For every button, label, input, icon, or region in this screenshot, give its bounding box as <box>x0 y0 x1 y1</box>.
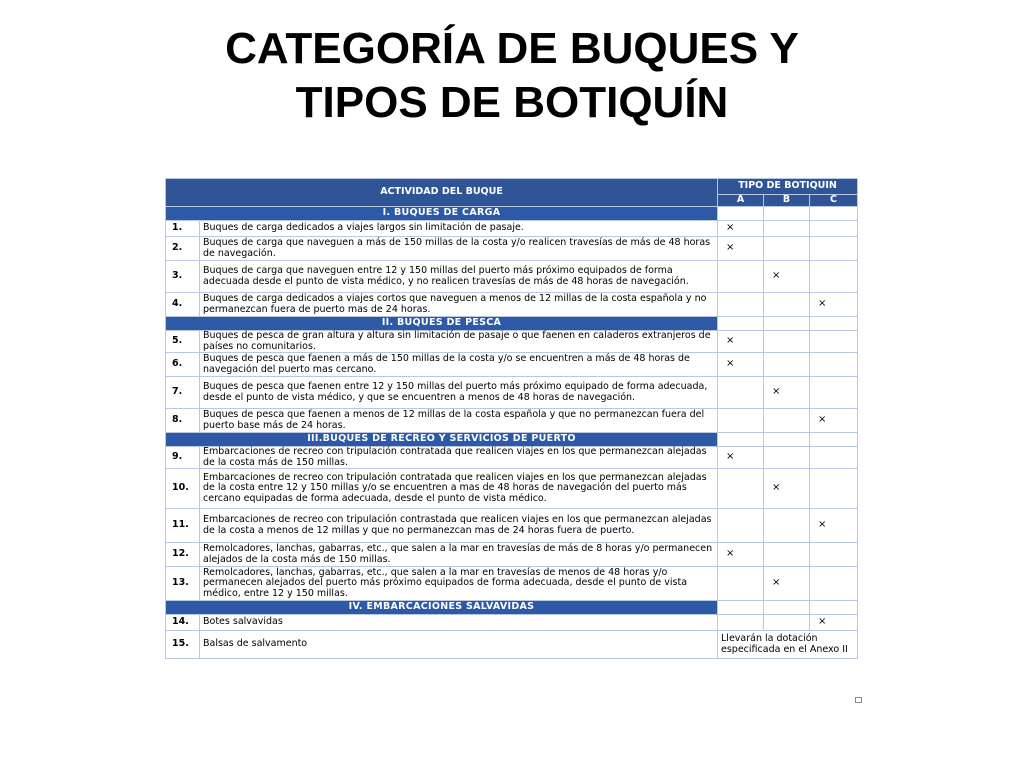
row-number: 6. <box>166 353 200 377</box>
kit-cell-c <box>810 237 858 261</box>
section-empty-cell <box>718 601 764 615</box>
corner-marker <box>855 697 862 703</box>
section-empty-cell <box>810 207 858 221</box>
table-row <box>166 261 858 293</box>
row-description: Buques de pesca que faenen a más de 150 millas de la costa y/o se encuentren a más de 48 horas de navegación del puerto mas cercano. <box>200 353 718 377</box>
table-row <box>166 331 858 353</box>
header-kit-type: TIPO DE BOTIQUIN <box>718 179 858 195</box>
slide-title-line-2: TIPOS DE BOTIQUÍN <box>295 78 729 127</box>
kit-cell-c <box>810 377 858 409</box>
kit-cell-c <box>810 353 858 377</box>
table-row <box>166 353 858 377</box>
row-number: 14. <box>166 615 200 631</box>
section-title: IV. EMBARCACIONES SALVAVIDAS <box>166 601 718 615</box>
kit-cell-c <box>810 543 858 567</box>
header-type-a: A <box>718 195 764 207</box>
section-empty-cell <box>764 317 810 331</box>
kit-mark-b: × <box>764 261 810 293</box>
kit-mark-c: × <box>810 509 858 543</box>
kit-cell-b <box>764 221 810 237</box>
kit-cell-a <box>718 261 764 293</box>
section-empty-cell <box>718 433 764 447</box>
kit-cell-c <box>810 261 858 293</box>
header-type-c: C <box>810 195 858 207</box>
kit-mark-a: × <box>718 353 764 377</box>
kit-cell-a <box>718 377 764 409</box>
row-description: Balsas de salvamento <box>200 631 718 659</box>
row-description: Buques de carga dedicados a viajes cortos que naveguen a menos de 12 millas de la costa española y no permanezcan fuera de puerto mas de 24 horas. <box>200 293 718 317</box>
row-number: 7. <box>166 377 200 409</box>
row-number: 12. <box>166 543 200 567</box>
header-type-b: B <box>764 195 810 207</box>
kit-cell-b <box>764 293 810 317</box>
kit-cell-b <box>764 509 810 543</box>
section-title: III.BUQUES DE RECREO Y SERVICIOS DE PUERTO <box>166 433 718 447</box>
section-title: I. BUQUES DE CARGA <box>166 207 718 221</box>
section-empty-cell <box>810 433 858 447</box>
kit-cell-a <box>718 615 764 631</box>
kit-cell-b <box>764 447 810 469</box>
section-title: II. BUQUES DE PESCA <box>166 317 718 331</box>
row-description: Remolcadores, lanchas, gabarras, etc., que salen a la mar en travesías de menos de 48 horas y/o permanecen alejados del puerto más próximo equipados de forma adecuada, desde el punto de vista médico, entre 12 y 150 millas. <box>200 567 718 601</box>
kit-cell-c <box>810 221 858 237</box>
table-row <box>166 543 858 567</box>
kit-cell-b <box>764 237 810 261</box>
table-row <box>166 567 858 601</box>
header-activity: ACTIVIDAD DEL BUQUE <box>166 179 718 207</box>
slide-title-line-1: CATEGORÍA DE BUQUES Y <box>225 24 799 73</box>
kit-cell-a <box>718 409 764 433</box>
kit-mark-a: × <box>718 543 764 567</box>
table-row <box>166 377 858 409</box>
row-description: Botes salvavidas <box>200 615 718 631</box>
row-number: 10. <box>166 469 200 509</box>
slide-title <box>0 22 1024 130</box>
kit-mark-a: × <box>718 221 764 237</box>
row-number: 15. <box>166 631 200 659</box>
kit-cell-c <box>810 469 858 509</box>
kit-cell-c <box>810 331 858 353</box>
section-empty-cell <box>764 207 810 221</box>
kit-cell-b <box>764 353 810 377</box>
vessel-category-table <box>165 178 858 659</box>
row-number: 13. <box>166 567 200 601</box>
row-description: Remolcadores, lanchas, gabarras, etc., que salen a la mar en travesías de más de 8 horas y/o permanecen alejados de la costa más de 150 millas. <box>200 543 718 567</box>
kit-cell-b <box>764 331 810 353</box>
kit-cell-c <box>810 447 858 469</box>
table-row <box>166 615 858 631</box>
table-row <box>166 293 858 317</box>
kit-mark-c: × <box>810 409 858 433</box>
kit-cell-b <box>764 615 810 631</box>
table-row <box>166 447 858 469</box>
row-description: Buques de pesca que faenen a menos de 12 millas de la costa española y que no permanezcan fuera del puerto base más de 24 horas. <box>200 409 718 433</box>
kit-cell-c <box>810 567 858 601</box>
table-row <box>166 509 858 543</box>
table-row <box>166 469 858 509</box>
section-empty-cell <box>764 433 810 447</box>
row-number: 5. <box>166 331 200 353</box>
kit-cell-a <box>718 567 764 601</box>
section-empty-cell <box>718 207 764 221</box>
row-number: 4. <box>166 293 200 317</box>
row-number: 9. <box>166 447 200 469</box>
row-description: Buques de pesca de gran altura y altura sin limitación de pasaje o que faenen en caladeros extranjeros de países no comunitarios. <box>200 331 718 353</box>
kit-cell-a <box>718 509 764 543</box>
table-row <box>166 631 858 659</box>
row-description: Embarcaciones de recreo con tripulación contrastada que realicen viajes en los que permanezcan alejadas de la costa a menos de 12 millas y que no permanezcan mas de 24 horas fuera de puerto. <box>200 509 718 543</box>
kit-mark-a: × <box>718 331 764 353</box>
kit-mark-c: × <box>810 293 858 317</box>
section-empty-cell <box>810 601 858 615</box>
kit-mark-b: × <box>764 469 810 509</box>
row-number: 3. <box>166 261 200 293</box>
kit-mark-c: × <box>810 615 858 631</box>
row-description: Embarcaciones de recreo con tripulación contratada que realicen viajes en los que permanezcan alejadas de la costa entre 12 y 150 millas y/o se encuentren a mas de 48 horas de navegación del puerto más cercano equipadas de forma adecuada, desde el punto de vista médico. <box>200 469 718 509</box>
table-row <box>166 237 858 261</box>
section-empty-cell <box>810 317 858 331</box>
table-row <box>166 221 858 237</box>
row-number: 8. <box>166 409 200 433</box>
row-description: Buques de carga dedicados a viajes largos sin limitación de pasaje. <box>200 221 718 237</box>
row-number: 1. <box>166 221 200 237</box>
kit-mark-a: × <box>718 447 764 469</box>
table-row <box>166 409 858 433</box>
kit-cell-b <box>764 409 810 433</box>
kit-note: Llevarán la dotación especificada en el Anexo II <box>718 631 858 659</box>
kit-mark-b: × <box>764 567 810 601</box>
kit-mark-b: × <box>764 377 810 409</box>
row-description: Embarcaciones de recreo con tripulación contratada que realicen viajes en los que permanezcan alejadas de la costa más de 150 millas. <box>200 447 718 469</box>
section-empty-cell <box>718 317 764 331</box>
row-description: Buques de carga que naveguen a más de 150 millas de la costa y/o realicen travesías de más de 48 horas de navegación. <box>200 237 718 261</box>
section-empty-cell <box>764 601 810 615</box>
kit-cell-a <box>718 469 764 509</box>
kit-cell-a <box>718 293 764 317</box>
row-number: 2. <box>166 237 200 261</box>
row-number: 11. <box>166 509 200 543</box>
row-description: Buques de pesca que faenen entre 12 y 150 millas del puerto más próximo equipado de forma adecuada, desde el punto de vista médico, y que se encuentren a menos de 48 horas de navegación. <box>200 377 718 409</box>
kit-cell-b <box>764 543 810 567</box>
row-description: Buques de carga que naveguen entre 12 y 150 millas del puerto más próximo equipados de forma adecuada desde el punto de vista médico, y no realicen travesías de más de 48 horas de navegación. <box>200 261 718 293</box>
kit-mark-a: × <box>718 237 764 261</box>
